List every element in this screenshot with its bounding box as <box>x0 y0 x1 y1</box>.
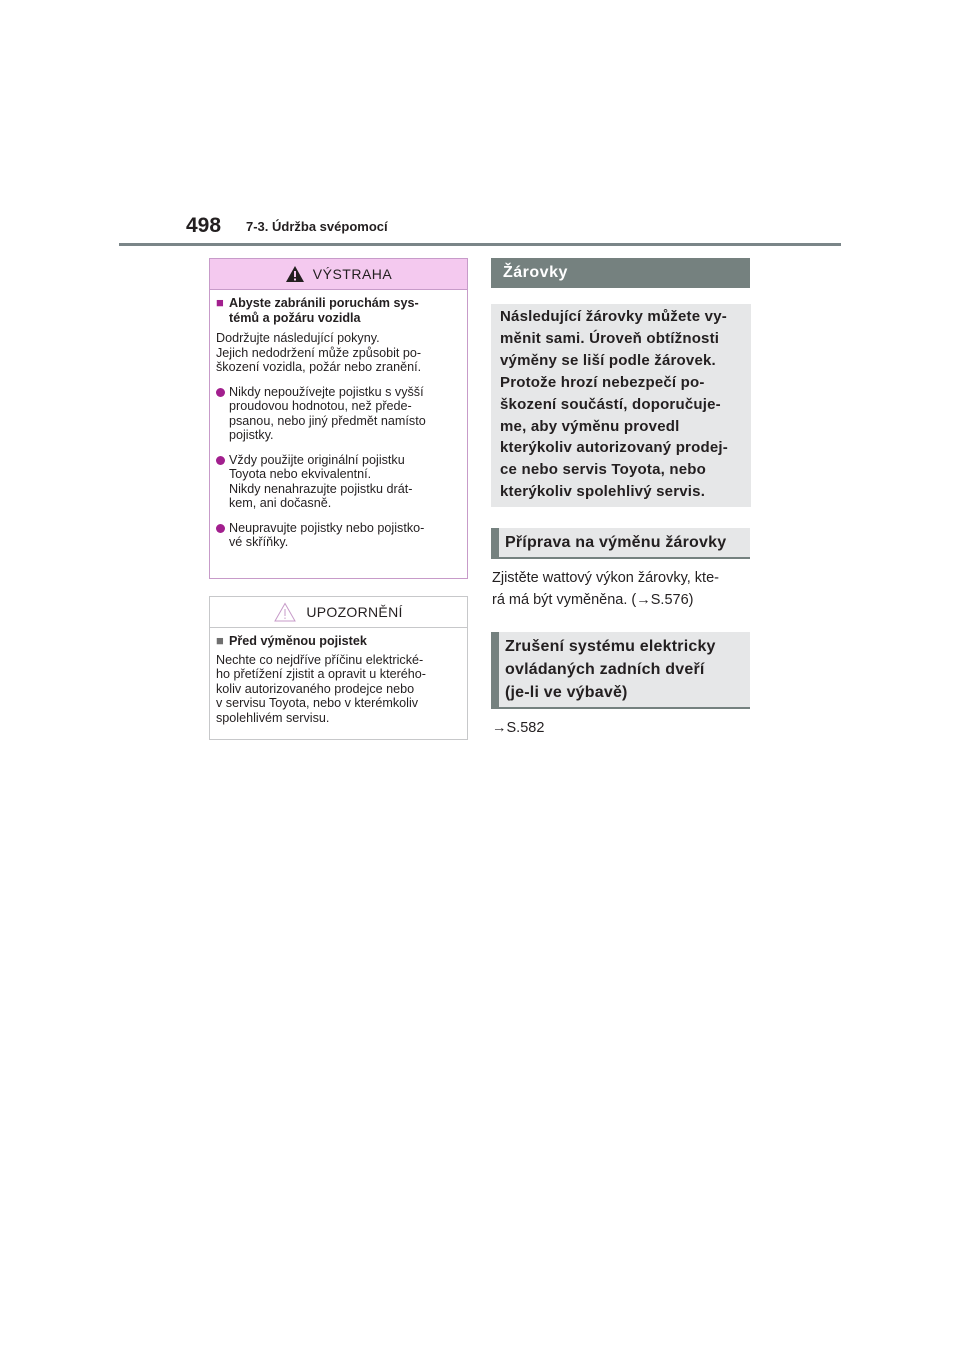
tailgate-reference: →S.582 <box>492 720 545 736</box>
bulbs-intro: Následující žárovky můžete vy- měnit sami. Úroveň obtížnosti výměny se liší podle žárovek. Protože hrozí nebezpečí po- škození součástí, doporučuje- me, aby výměnu provedl kterýkoliv autorizovaný prodej- ce nebo servis Toyota, nebo kterýkoliv spolehlivý servis. <box>491 304 751 507</box>
warning-intro: Dodržujte následující pokyny. Jejich nedodržení může způsobit po- škození vozidla, požár nebo zranění. <box>216 331 422 374</box>
warning-title: VÝSTRAHA <box>312 266 393 282</box>
caution-box <box>209 596 468 740</box>
bulbs-heading: Žárovky <box>491 258 750 288</box>
bullet-dot-icon <box>216 524 225 533</box>
preparation-text: Zjistěte wattový výkon žárovky, kte- rá má být vyměněna. (→S.576) <box>492 570 719 608</box>
warning-header <box>210 259 467 290</box>
bullet-dot-icon <box>216 388 225 397</box>
section-title: 7-3. Údržba svépomocí <box>246 219 388 234</box>
page-number: 498 <box>186 214 222 237</box>
preparation-heading: Příprava na výměnu žárovky <box>491 528 750 559</box>
square-bullet-icon: ■ <box>216 295 224 310</box>
warning-box <box>209 258 468 579</box>
header-rule <box>119 243 841 246</box>
bullet-dot-icon <box>216 456 225 465</box>
caution-title: UPOZORNĚNÍ <box>306 604 403 620</box>
warning-subheading: ■ Abyste zabránili poruchám sys- témů a požáru vozidla <box>216 295 419 325</box>
tailgate-heading: Zrušení systému elektricky ovládaných zadních dveří (je-li ve výbavě) <box>491 632 750 709</box>
caution-subheading: ■ Před výměnou pojistek <box>216 633 367 648</box>
list-item: Neupravujte pojistky nebo pojistko- vé skříňky. <box>216 521 461 550</box>
caution-triangle-icon <box>274 602 296 622</box>
warning-triangle-icon <box>285 265 305 283</box>
caution-text: Nechte co nejdříve příčinu elektrické- ho přetížení zjistit a opravit u kterého- koliv autorizovaného prodejce nebo v servisu Toyota, nebo v kterémkoliv spolehlivém servisu. <box>216 652 426 725</box>
square-bullet-icon: ■ <box>216 633 224 648</box>
list-item: Nikdy nepoužívejte pojistku s vyšší proudovou hodnotou, než přede- psanou, nebo jiný předmět namísto pojistky. <box>216 385 461 443</box>
list-item: Vždy použijte originální pojistku Toyota nebo ekvivalentní. Nikdy nenahrazujte pojistku drát- kem, ani dočasně. <box>216 453 461 511</box>
caution-header <box>210 597 467 628</box>
